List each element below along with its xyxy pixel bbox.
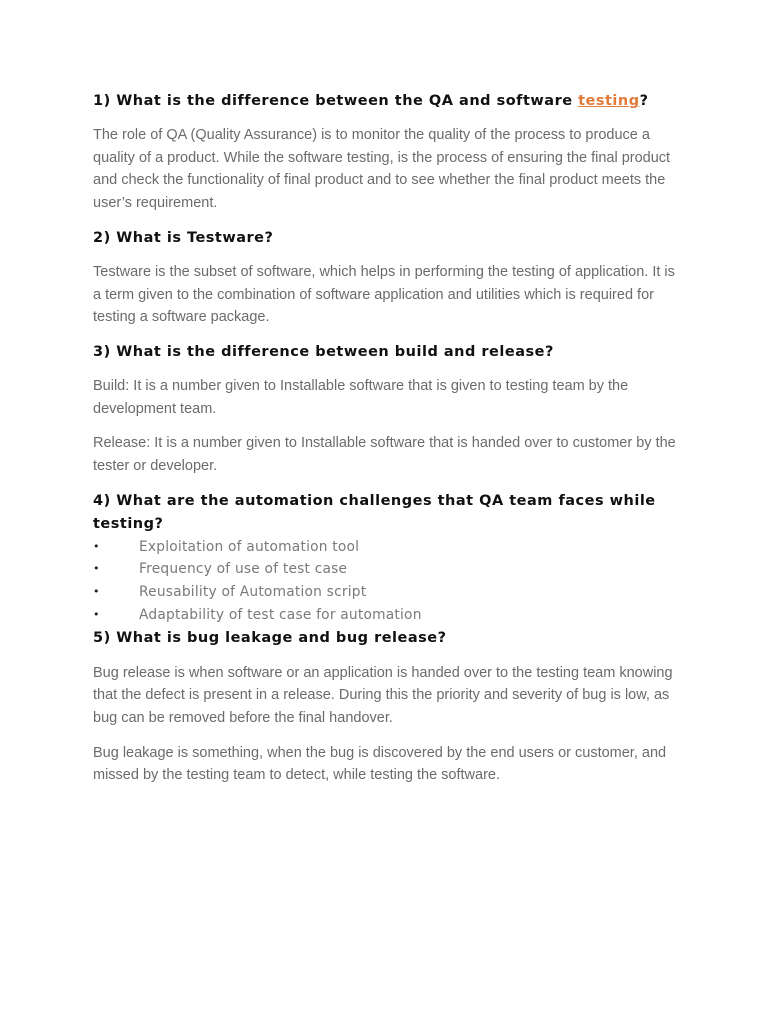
question-1-heading <box>93 90 683 113</box>
question-3-heading: 3) What is the difference between build and release? <box>93 343 554 360</box>
list-item-text: Frequency of use of test case <box>139 561 348 578</box>
bullet-icon: • <box>93 539 100 553</box>
question-5-answer-leakage: Bug leakage is something, when the bug is discovered by the end users or customer, and missed by the testing team to detect, while testing the software. <box>93 744 667 784</box>
question-1-heading-end: ? <box>639 93 649 109</box>
question-3-answer-release: Release: It is a number given to Installable software that is handed over to customer by the tester or developer. <box>93 435 676 475</box>
question-2-answer: Testware is the subset of software, which helps in performing the testing of application. It is a term given to the combination of software application and utilities which is required for testing a software package. <box>93 263 675 326</box>
list-item-text: Reusability of Automation script <box>139 584 367 601</box>
list-item <box>93 604 683 627</box>
bullet-icon: • <box>93 562 100 576</box>
list-item <box>93 558 683 581</box>
question-4-heading: 4) What are the automation challenges that QA team faces while testing? <box>93 492 656 532</box>
automation-challenges-list <box>93 536 683 627</box>
list-item <box>93 581 683 604</box>
list-item-text: Exploitation of automation tool <box>139 538 360 555</box>
testing-link[interactable]: testing <box>578 93 640 109</box>
bullet-icon: • <box>93 585 100 599</box>
list-item-text: Adaptability of test case for automation <box>139 606 422 623</box>
question-1-answer: The role of QA (Quality Assurance) is to monitor the quality of the process to produce a quality of a product. While the software testing, is the process of ensuring the final product and check the functionality of final product and to see whether the final product meets the user’s requirement. <box>93 127 671 212</box>
question-1-heading-text: 1) What is the difference between the QA and software <box>93 93 579 109</box>
bullet-icon: • <box>93 607 100 621</box>
question-3-answer-build: Build: It is a number given to Installable software that is given to testing team by the development team. <box>93 377 629 417</box>
question-5-answer-release: Bug release is when software or an application is handed over to the testing team knowing that the defect is present in a release. During this the priority and severity of bug is low, as bug can be removed before the final handover. <box>93 664 673 726</box>
question-5-heading: 5) What is bug leakage and bug release? <box>93 629 447 646</box>
document-page <box>93 90 683 787</box>
question-2-heading: 2) What is Testware? <box>93 229 274 246</box>
list-item <box>93 536 683 559</box>
